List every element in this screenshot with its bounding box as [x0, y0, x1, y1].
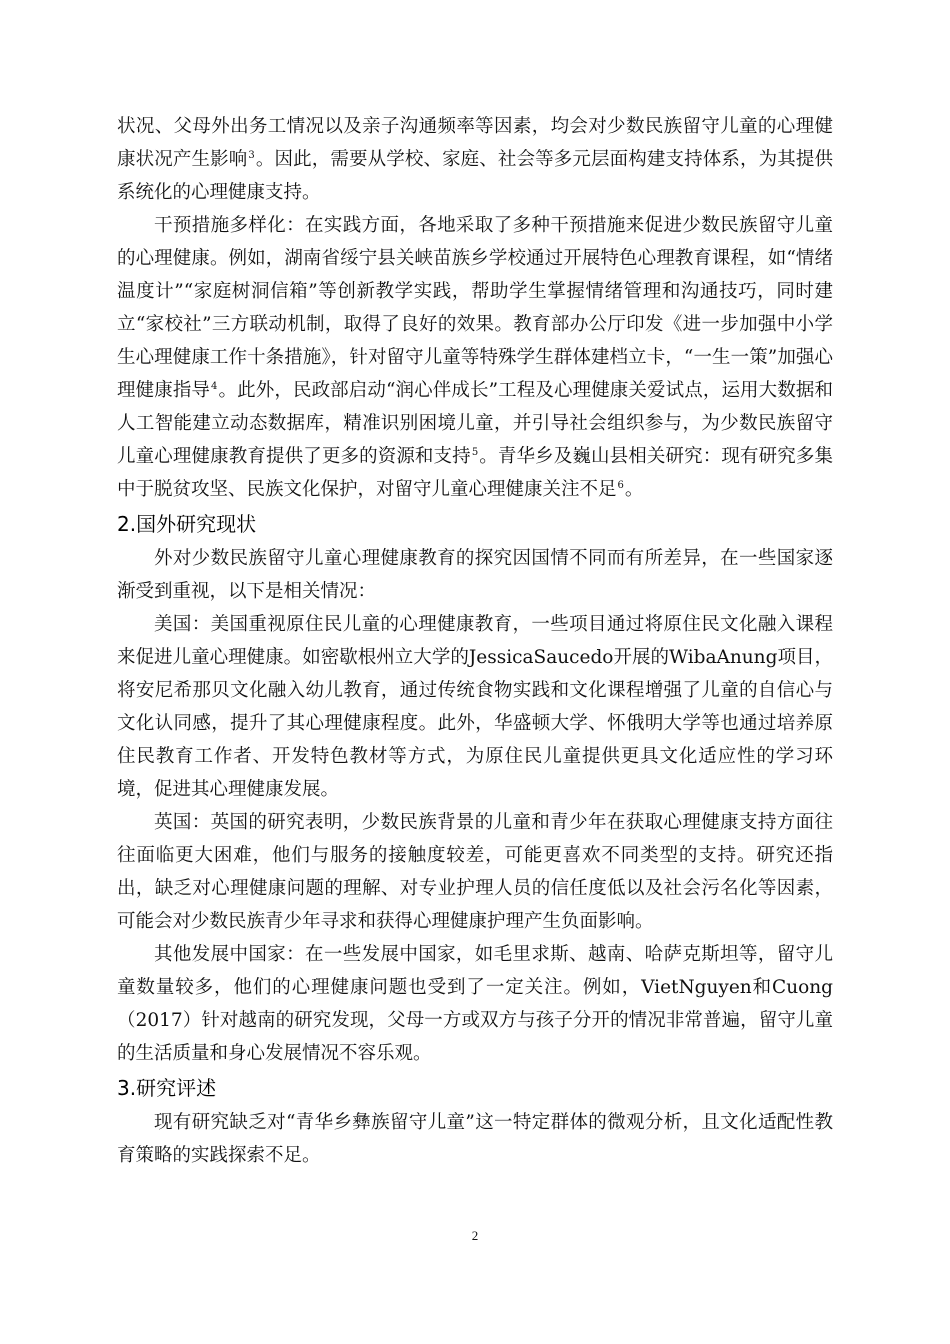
- paragraph-foreign-intro: 外对少数民族留守儿童心理健康教育的探究因国情不同而有所差异，在一些国家逐渐受到重视，以下是相关情况：: [117, 548, 833, 602]
- citation-ref: 6: [617, 479, 624, 491]
- citation-ref: 4: [211, 380, 218, 392]
- citation-ref: 3: [248, 149, 255, 161]
- page-number: 2: [471, 1228, 479, 1243]
- section-heading-foreign-research: 2.国外研究现状: [117, 512, 257, 536]
- paragraph-intervention: 干预措施多样化：在实践方面，各地采取了多种干预措施来促进少数民族留守儿童的心理健康。例如，湖南省绥宁县关峡苗族乡学校通过开展特色心理教育课程，如“情绪温度计”“家庭树洞信箱”等创新教学实践，帮助学生掌握情绪管理和沟通技巧，同时建立“家校社”三方联动机制，取得了良好的效果。教育部办公厅印发《进一步加强中小学生心理健康工作十条措施》，针对留守儿童等特殊学生群体建档立卡，“一生一策”加强心理健康指导$^4$。此外，民政部启动“润心伴成长”工程及心理健康关爱试点，运用大数据和人工智能建立动态数据库，精准识别困境儿童，并引导社会组织参与，为少数民族留守儿童心理健康教育提供了更多的资源和支持$^5$。青华乡及巍山县相关研究：现有研究多集中于脱贫攻坚、民族文化保护，对留守儿童心理健康关注不足$^6$。: [117, 215, 833, 500]
- citation-ref: 5: [471, 446, 479, 458]
- paragraph-continuation: 状况、父母外出务工情况以及亲子沟通频率等因素，均会对少数民族留守儿童的心理健康状况产生影响$^3$。因此，需要从学校、家庭、社会等多元层面构建支持体系，为其提供系统化的心理健康支持。: [117, 116, 833, 203]
- paragraph-review: 现有研究缺乏对“青华乡彝族留守儿童”这一特定群体的微观分析，且文化适配性教育策略的实践探索不足。: [117, 1112, 833, 1166]
- paragraph-developing-countries: 其他发展中国家：在一些发展中国家，如毛里求斯、越南、哈萨克斯坦等，留守儿童数量较多，他们的心理健康问题也受到了一定关注。例如，VietNguyen和Cuong（2017）针对越南的研究发现，父母一方或双方与孩子分开的情况非常普遍，留守儿童的生活质量和身心发展情况不容乐观。: [117, 944, 833, 1064]
- section-heading-review: 3.研究评述: [117, 1076, 217, 1100]
- document-body: [117, 110, 833, 1172]
- paragraph-uk: 英国：英国的研究表明，少数民族背景的儿童和青少年在获取心理健康支持方面往往面临更大困难，他们与服务的接触度较差，可能更喜欢不同类型的支持。研究还指出，缺乏对心理健康问题的理解、对专业护理人员的信任度低以及社会污名化等因素，可能会对少数民族青少年寻求和获得心理健康护理产生负面影响。: [117, 812, 833, 932]
- paragraph-usa: 美国：美国重视原住民儿童的心理健康教育，一些项目通过将原住民文化融入课程来促进儿童心理健康。如密歇根州立大学的JessicaSaucedo开展的WibaAnung项目，将安尼希那贝文化融入幼儿教育，通过传统食物实践和文化课程增强了儿童的自信心与文化认同感，提升了其心理健康程度。此外，华盛顿大学、怀俄明大学等也通过培养原住民教育工作者、开发特色教材等方式，为原住民儿童提供更具文化适应性的学习环境，促进其心理健康发展。: [117, 614, 833, 800]
